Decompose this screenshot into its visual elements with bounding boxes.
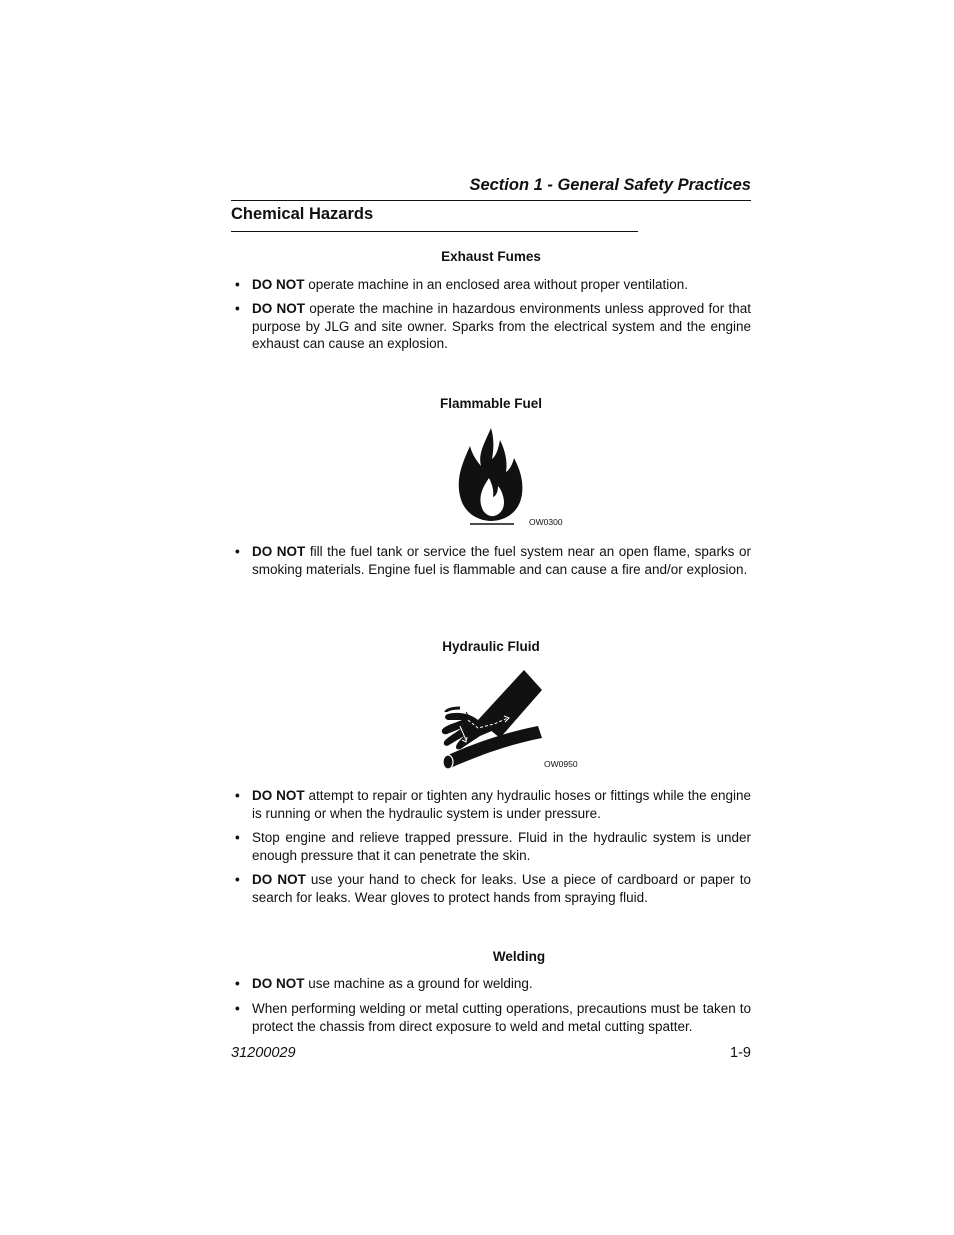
bullet-dot: • xyxy=(235,1001,240,1016)
list-item xyxy=(235,276,751,294)
bullet-dot: • xyxy=(235,544,240,559)
bullet-dot: • xyxy=(235,872,240,887)
bullet-dot: • xyxy=(235,788,240,803)
list-item xyxy=(235,829,751,864)
header-rule xyxy=(231,200,751,201)
warning-emphasis: DO NOT xyxy=(252,301,305,316)
page-number: 1-9 xyxy=(730,1045,751,1061)
bullet-dot: • xyxy=(235,976,240,991)
bullet-text: operate machine in an enclosed area without proper ventilation. xyxy=(304,277,688,292)
bullet-dot: • xyxy=(235,301,240,316)
bullet-text: use machine as a ground for welding. xyxy=(304,976,533,991)
warning-emphasis: DO NOT xyxy=(252,277,305,292)
warning-emphasis: DO NOT xyxy=(252,872,306,887)
bullet-dot: • xyxy=(235,830,240,845)
flame-icon xyxy=(456,426,528,528)
hydraulic-fluid-heading: Hydraulic Fluid xyxy=(442,639,540,654)
bullet-text: fill the fuel tank or service the fuel system near an open flame, sparks or smoking materials. Engine fuel is flammable and can cause a fire and/or explosion. xyxy=(252,544,751,577)
list-item xyxy=(235,787,751,822)
figure-code: OW0950 xyxy=(544,759,578,769)
bullet-text: Stop engine and relieve trapped pressure. Fluid in the hydraulic system is under enough pressure that it can penetrate the skin. xyxy=(252,830,751,863)
bullet-text: use your hand to check for leaks. Use a piece of cardboard or paper to search for leaks. Wear gloves to protect hands from spraying fluid. xyxy=(252,872,751,905)
document-number: 31200029 xyxy=(231,1045,296,1061)
list-item xyxy=(235,1000,751,1035)
hydraulic-injection-icon xyxy=(438,668,544,776)
section-title: Section 1 - General Safety Practices xyxy=(469,176,751,194)
welding-heading: Welding xyxy=(492,949,546,964)
list-item xyxy=(235,871,751,906)
exhaust-fumes-heading: Exhaust Fumes xyxy=(441,249,541,264)
warning-emphasis: DO NOT xyxy=(252,788,305,803)
page-heading: Chemical Hazards xyxy=(231,205,374,223)
warning-emphasis: DO NOT xyxy=(252,544,306,559)
list-item xyxy=(235,300,751,353)
list-item xyxy=(235,543,751,578)
bullet-text: operate the machine in hazardous environments unless approved for that purpose by JLG and site owner. Sparks from the electrical system and the engine exhaust can cause an explosion. xyxy=(252,301,751,351)
flammable-fuel-heading: Flammable Fuel xyxy=(439,396,543,411)
bullet-text: attempt to repair or tighten any hydraulic hoses or fittings while the engine is running or when the hydraulic system is under pressure. xyxy=(252,788,752,821)
warning-emphasis: DO NOT xyxy=(252,976,305,991)
figure-code: OW0300 xyxy=(529,517,563,527)
bullet-text: When performing welding or metal cutting operations, precautions must be taken to protect the chassis from direct exposure to weld and metal cutting spatter. xyxy=(252,1001,751,1034)
heading-rule xyxy=(231,231,638,232)
bullet-dot: • xyxy=(235,277,240,292)
list-item xyxy=(235,975,751,993)
